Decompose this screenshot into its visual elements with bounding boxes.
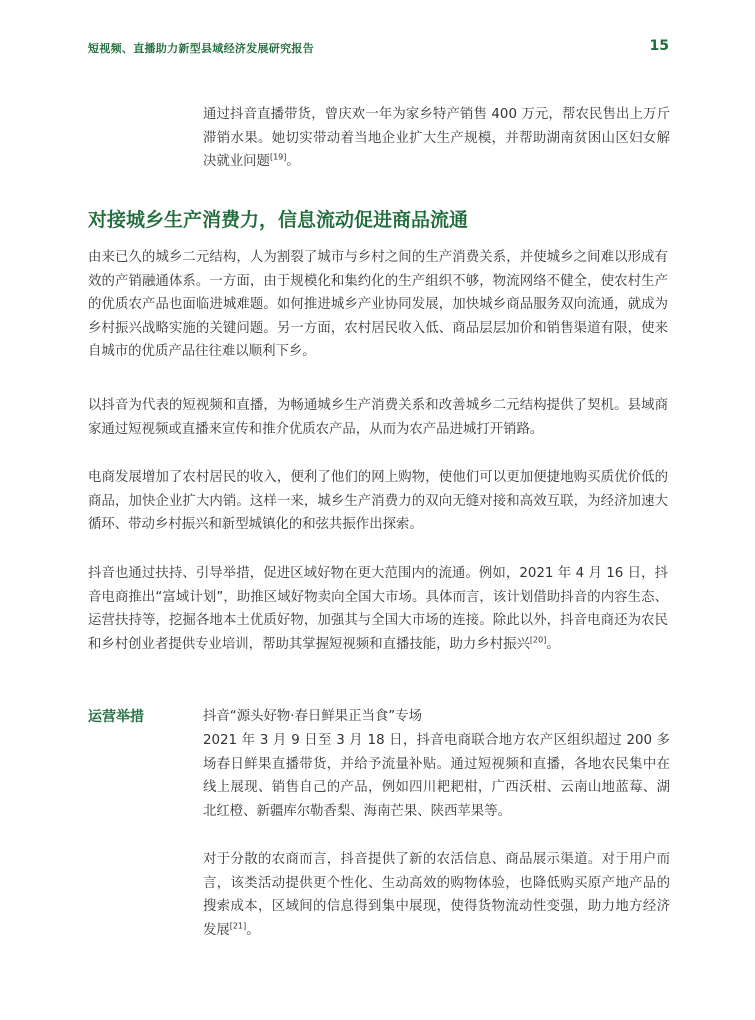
body-paragraph <box>88 562 668 656</box>
paragraph-text: 抖音也通过扶持、引导举措，促进区域好物在更大范围内的流通。例如，2021 年 4 月 16 日，抖音电商推出“富域计划”，助推区域好物卖向全国大市场。具体而言，该计划借助抖音的内容生态、运营扶持等，挖掘各地本土优质好物，加强其与全国大市场的连接。除此以外，抖音电商还为农民和乡村创业者提供专业培训，帮助其掌握短视频和直播技能，助力乡村振兴 <box>88 566 668 652</box>
citation: [20] <box>529 635 547 645</box>
report-title: 短视频、直播助力新型县域经济发展研究报告 <box>88 42 314 55</box>
case-study-paragraph: 2021 年 3 月 9 日至 3 月 18 日，抖音电商联合地方农产区组织超过 200 多场春日鲜果直播带货，并给予流量补贴。通过短视频和直播，各地农民集中在线上展现、销售自己的产品，例如四川耙耙柑，广西沃柑、云南山地蓝莓、湖北红橙、新疆库尔勒香梨、海南芒果、陕西苹果等。 <box>203 733 670 819</box>
quote-end: 。 <box>286 154 300 169</box>
paragraph-text: 对于分散的农商而言，抖音提供了新的农活信息、商品展示渠道。对于用户而言，该类活动提供更个性化、生动高效的购物体验，也降低购买原产地产品的搜索成本，区域间的信息得到集中展现，使得货物流动性变强，助力地方经济发展 <box>203 852 670 938</box>
citation: [19] <box>269 152 287 162</box>
body-paragraph: 电商发展增加了农村居民的收入，便利了他们的网上购物，使他们可以更加便捷地购买质优价低的商品，加快企业扩大内销。这样一来，城乡生产消费力的双向无缝对接和高效互联，为经济加速大循环、带动乡村振兴和新型城镇化的和弦共振作出探索。 <box>88 470 668 532</box>
case-study-paragraph <box>203 848 670 942</box>
page-number: 15 <box>649 38 669 54</box>
body-paragraph: 以抖音为代表的短视频和直播，为畅通城乡生产消费关系和改善城乡二元结构提供了契机。县域商家通过短视频或直播来宣传和推介优质农产品，从而为农产品进城打开销路。 <box>88 398 668 437</box>
paragraph-end: 。 <box>546 636 560 652</box>
body-paragraph: 由来已久的城乡二元结构，人为割裂了城市与乡村之间的生产消费关系，并使城乡之间难以形成有效的产销融通体系。一方面，由于规模化和集约化的生产组织不够，物流网络不健全，使农村生产的优质农产品也面临进城难题。如何推进城乡产业协同发展，加快城乡商品服务双向流通，就成为乡村振兴战略实施的关键问题。另一方面，农村居民收入低、商品层层加价和销售渠道有限，使来自城市的优质产品往往难以顺利下乡。 <box>88 250 668 359</box>
case-study-title: 抖音“源头好物·春日鲜果正当食”专场 <box>203 709 422 724</box>
paragraph-end: 。 <box>246 922 260 938</box>
quote-paragraph <box>203 103 670 174</box>
section-title: 对接城乡生产消费力，信息流动促进商品流通 <box>88 209 469 231</box>
citation: [21] <box>229 921 247 931</box>
case-study-label: 运营举措 <box>88 709 144 725</box>
page-header <box>0 0 755 70</box>
quote-text: 通过抖音直播带货，曾庆欢一年为家乡特产销售 400 万元，帮农民售出上万斤滞销水果。她切实带动着当地企业扩大生产规模，并帮助湖南贫困山区妇女解决就业问题 <box>203 107 670 169</box>
